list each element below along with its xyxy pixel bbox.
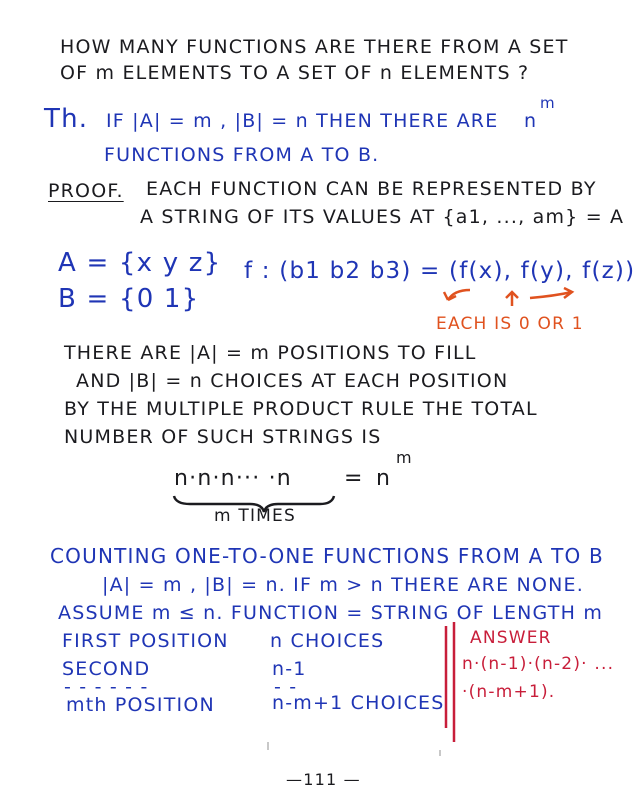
example-note: EACH IS 0 OR 1 <box>436 314 584 334</box>
product-result-base: n <box>376 466 392 491</box>
product-expression: n·n·n··· ·n <box>174 466 292 491</box>
theorem-power-base: n <box>524 110 538 132</box>
answer-line-1: n·(n-1)·(n-2)· ... <box>462 654 615 674</box>
question-line-2: OF m ELEMENTS TO A SET OF n ELEMENTS ? <box>60 62 530 84</box>
product-brace <box>174 496 334 512</box>
example-set-b: B = {0 1} <box>58 284 200 314</box>
proof-label: PROOF. <box>48 180 124 202</box>
one-to-one-line-2: |A| = m , |B| = n. IF m > n THERE ARE NONE. <box>102 574 584 596</box>
row-mth-position: mth POSITION <box>66 694 215 716</box>
row-first-choices: n CHOICES <box>270 630 385 652</box>
row-mth-choices: n-m+1 CHOICES <box>272 692 445 714</box>
example-function: f : (b1 b2 b3) = (f(x), f(y), f(z)) <box>244 258 636 284</box>
counting-line-3: BY THE MULTIPLE PRODUCT RULE THE TOTAL <box>64 398 538 420</box>
theorem-label: Th. <box>44 104 89 134</box>
proof-line-1: EACH FUNCTION CAN BE REPRESENTED BY <box>146 178 597 200</box>
one-to-one-line-3: ASSUME m ≤ n. FUNCTION = STRING OF LENGTH m <box>58 602 604 624</box>
theorem-line-2: FUNCTIONS FROM A TO B. <box>104 144 380 166</box>
product-equals: = <box>344 466 364 491</box>
arrow-mid <box>506 292 518 306</box>
times-label: m TIMES <box>214 506 296 526</box>
row-first-position: FIRST POSITION <box>62 630 229 652</box>
product-result-exponent: m <box>396 448 413 467</box>
row-second-position: SECOND <box>62 658 151 680</box>
row-ellipsis-choices: - - <box>274 676 298 698</box>
question-line-1: HOW MANY FUNCTIONS ARE THERE FROM A SET <box>60 36 569 58</box>
one-to-one-line-1: COUNTING ONE-TO-ONE FUNCTIONS FROM A TO B <box>50 544 604 568</box>
row-ellipsis-position: - - - - - - <box>64 676 149 698</box>
answer-label: ANSWER <box>470 628 552 648</box>
theorem-power-exponent: m <box>540 94 556 112</box>
row-second-choices: n-1 <box>272 658 307 680</box>
arrow-right <box>530 288 572 298</box>
counting-line-4: NUMBER OF SUCH STRINGS IS <box>64 426 382 448</box>
counting-line-2: AND |B| = n CHOICES AT EACH POSITION <box>76 370 509 392</box>
page-mark: —111 — <box>286 770 361 789</box>
proof-line-2: A STRING OF ITS VALUES AT {a1, ..., am} = A <box>140 206 625 228</box>
counting-line-1: THERE ARE |A| = m POSITIONS TO FILL <box>64 342 477 364</box>
example-set-a: A = {x y z} <box>58 248 222 278</box>
answer-line-2: ·(n-m+1). <box>462 682 556 702</box>
theorem-line-1: IF |A| = m , |B| = n THEN THERE ARE <box>106 110 499 132</box>
